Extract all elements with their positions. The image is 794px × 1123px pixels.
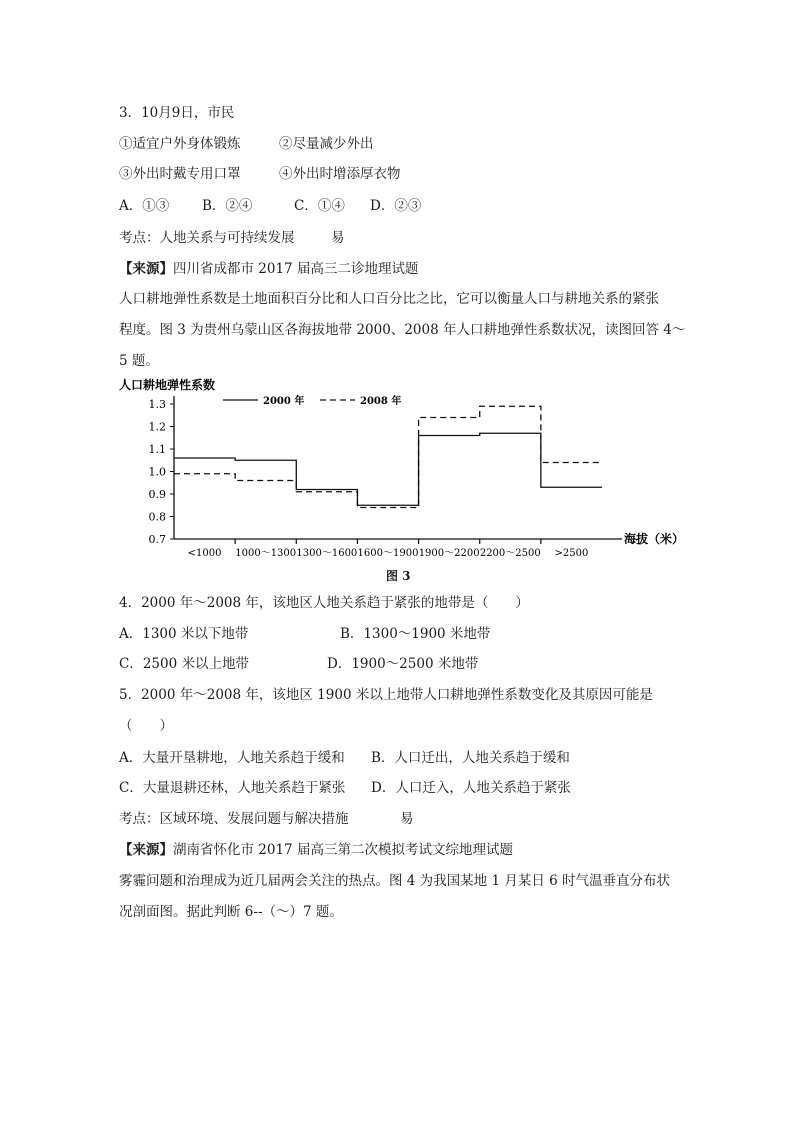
- q5-row2: [119, 779, 571, 797]
- y-tick-label: 1.0: [148, 465, 166, 479]
- y-tick-label: 1.3: [148, 398, 166, 411]
- x-tick-label: 1000～1300: [235, 548, 297, 559]
- q3-options-row2: [119, 165, 401, 183]
- q4-stem: 4．2000 年～2008 年，该地区人地关系趋于紧张的地带是（ ）: [119, 595, 529, 611]
- q3-stem: 3．10月9日，市民: [119, 105, 235, 121]
- intro-1-line-1: 人口耕地弹性系数是土地面积百分比和人口百分比之比，它可以衡量人口与耕地关系的紧张: [119, 291, 659, 307]
- q5-kaodian: 考点：区域环境、发展问题与解决措施 易: [119, 811, 414, 827]
- q5-difficulty: 易: [400, 811, 414, 827]
- intro-2-line-1: 雾霾问题和治理成为近几届两会关注的热点。图 4 为我国某地 1 月某日 6 时气温垂直分布状: [119, 873, 671, 889]
- q3-difficulty: 易: [331, 230, 345, 246]
- source-1: 【来源】四川省成都市 2017 届高三二诊地理试题: [119, 261, 419, 277]
- q5-option-a: A．大量开垦耕地，人地关系趋于缓和: [119, 750, 345, 766]
- series-line-1: [174, 406, 602, 507]
- x-tick-label: >2500: [554, 548, 589, 559]
- y-tick-label: 1.2: [148, 420, 166, 434]
- y-tick-label: 0.9: [148, 488, 166, 501]
- elasticity-chart: [115, 376, 685, 566]
- series-line-0: [174, 433, 602, 505]
- x-tick-label: <1000: [187, 548, 222, 559]
- q4-row1: [119, 625, 491, 643]
- q5-row1: [119, 749, 570, 767]
- q5-stem: 5．2000 年～2008 年，该地区 1900 米以上地带人口耕地弹性系数变化及其原因可能是: [119, 687, 653, 703]
- q4-row2: [119, 655, 479, 673]
- intro-2-line-2: 况剖面图。据此判断 6--（～）7 题。: [119, 904, 343, 920]
- x-tick-label: 1600～1900: [357, 548, 419, 559]
- intro-1-line-3: 5 题。: [119, 353, 159, 369]
- x-tick-label: 1300～1600: [296, 548, 358, 559]
- y-tick-label: 1.1: [148, 443, 166, 456]
- q3-choice-d: D．②③: [370, 198, 422, 214]
- legend-label-0: 2000 年: [263, 396, 305, 407]
- q3-choice-c: C．①④: [294, 198, 345, 214]
- q4-option-c: C．2500 米以上地带: [119, 656, 249, 672]
- x-axis-label: 海拔（米）: [624, 532, 685, 546]
- q3-choice-a: A．①③: [119, 198, 170, 214]
- q4-option-a: A．1300 米以下地带: [119, 626, 249, 642]
- q4-option-b: B．1300～1900 米地带: [340, 626, 491, 642]
- y-tick-label: 0.7: [148, 533, 166, 546]
- x-tick-label: 2200～2500: [479, 548, 541, 559]
- figure-caption: 图 3: [386, 569, 411, 583]
- q4-option-d: D．1900～2500 米地带: [327, 656, 479, 672]
- q3-options-row1: [119, 135, 374, 153]
- q3-choice-b: B．②④: [202, 198, 253, 214]
- q3-option-3: ③外出时戴专用口罩: [119, 166, 241, 182]
- q3-kaodian: 考点：人地关系与可持续发展 易: [119, 230, 345, 246]
- intro-1-line-2: 程度。图 3 为贵州乌蒙山区各海拔地带 2000、2008 年人口耕地弹性系数状况，读图回答 4～: [119, 322, 686, 338]
- q3-option-1: ①适宜户外身体锻炼: [119, 136, 241, 152]
- y-tick-label: 0.8: [148, 510, 166, 524]
- q3-option-4: ④外出时增添厚衣物: [279, 166, 401, 182]
- q3-choices: [119, 197, 422, 215]
- q5-option-c: C．大量退耕还林，人地关系趋于紧张: [119, 780, 346, 796]
- q5-option-b: B．人口迁出，人地关系趋于缓和: [371, 750, 570, 766]
- source-2: 【来源】湖南省怀化市 2017 届高三第二次模拟考试文综地理试题: [119, 842, 513, 858]
- q5-option-d: D．人口迁入，人地关系趋于紧张: [371, 780, 571, 796]
- q3-option-2: ②尽量减少外出: [279, 136, 374, 152]
- q5-paren: （ ）: [119, 718, 173, 734]
- y-axis-label: 人口耕地弹性系数: [119, 378, 216, 392]
- x-tick-label: 1900～2200: [418, 548, 480, 559]
- legend-label-1: 2008 年: [360, 396, 402, 407]
